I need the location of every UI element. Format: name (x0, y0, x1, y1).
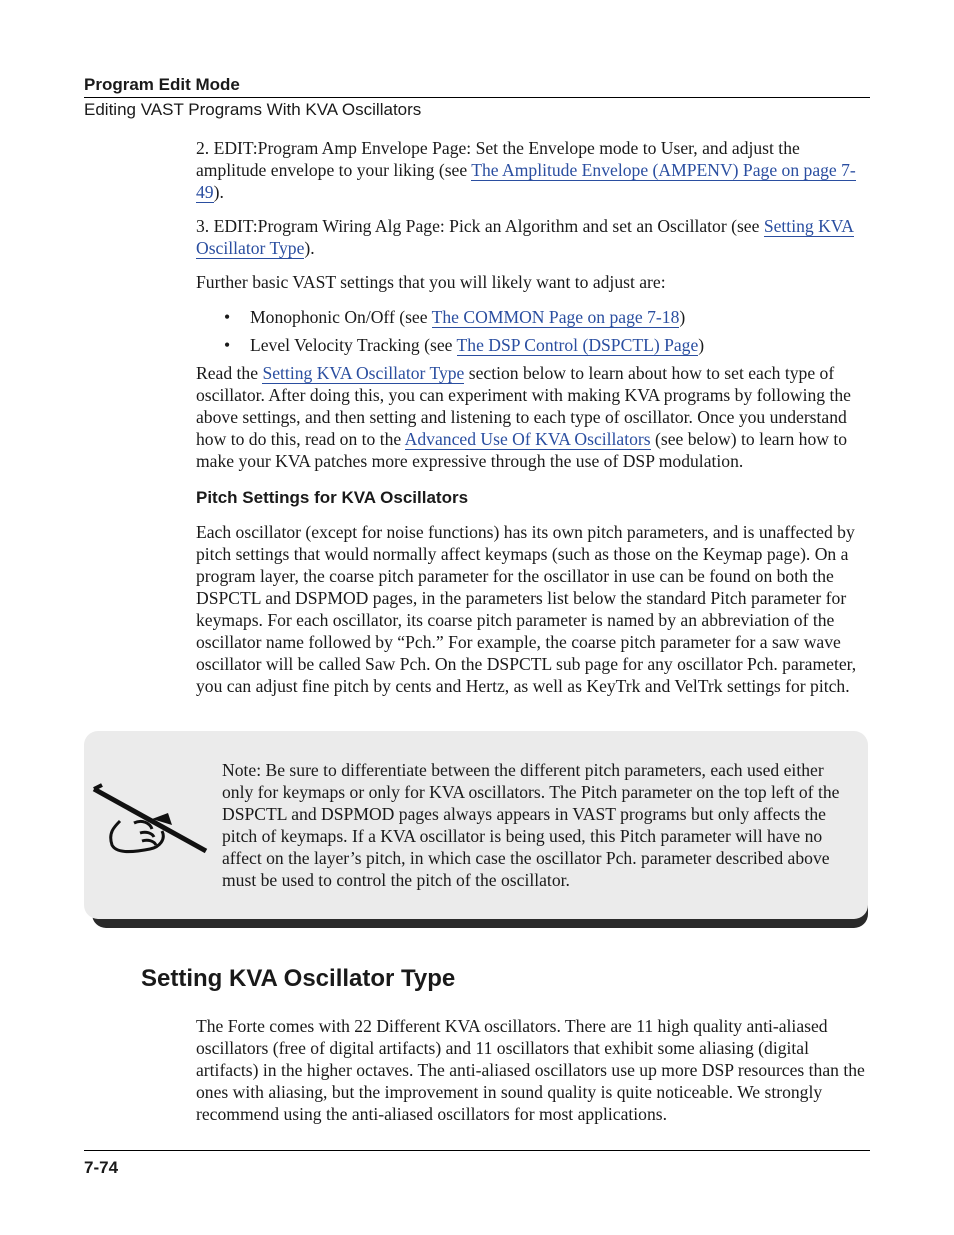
step-2-paragraph (196, 137, 872, 203)
pen-writing-icon (90, 783, 212, 857)
advanced-use-kva-link[interactable]: Advanced Use Of KVA Oscillators (404, 429, 651, 449)
running-header-section: Program Edit Mode (84, 75, 240, 94)
read-text-start: Read the (196, 363, 263, 383)
bullet-dot: • (224, 335, 231, 355)
bullet-text (250, 334, 704, 356)
pitch-settings-heading: Pitch Settings for KVA Oscillators (196, 488, 469, 507)
header-rule (84, 97, 870, 98)
bullet-label: Monophonic On/Off (see (250, 307, 432, 327)
ampenv-page-link[interactable]: The Amplitude Envelope (AMPENV) Page on page 7-49 (196, 160, 856, 202)
read-paragraph (196, 362, 872, 472)
common-page-link[interactable]: The COMMON Page on page 7-18 (431, 307, 680, 327)
setting-kva-paragraph: The Forte comes with 22 Different KVA oscillators. There are 11 high quality anti-aliased oscillators (free of digital artifacts) and 11 oscillators that exhibit some aliasing (digital artifacts) in the higher octaves. The anti-aliased oscillators use up more DSP resources than the ones with aliasing, but the improvement in sound quality is quite noticeable. We strongly recommend using the anti-aliased oscillators for most applications. (196, 1016, 865, 1124)
setting-kva-heading: Setting KVA Oscillator Type (141, 965, 456, 992)
bullet-dot: • (224, 307, 231, 327)
step-3-text: 3. EDIT:Program Wiring Alg Page: Pick an Algorithm and set an Oscillator (see (196, 216, 764, 236)
bullet-close: ) (698, 335, 705, 355)
bullet-close: ) (679, 307, 686, 327)
step-3-paragraph (196, 215, 872, 259)
step-2-close: ). (213, 182, 224, 202)
dspctl-page-link[interactable]: The DSP Control (DSPCTL) Page (456, 335, 699, 355)
footer-rule (84, 1150, 870, 1151)
further-settings-paragraph: Further basic VAST settings that you will likely want to adjust are: (196, 272, 666, 292)
bullet-label: Level Velocity Tracking (see (250, 335, 457, 355)
bullet-text (250, 306, 685, 328)
step-2-text: 2. EDIT:Program Amp Envelope Page: Set the Envelope mode to User, and adjust the amplitude envelope to your liking (see (196, 138, 800, 180)
pitch-settings-paragraph: Each oscillator (except for noise functions) has its own pitch parameters, and is unaffected by pitch settings that would normally affect keymaps (such as those on the Keymap page). On a program layer, the coarse pitch parameter for the oscillator in use can be found on both the DSPCTL and DSPMOD pages, in the parameters list below the standard Pitch parameter for keymaps. For each oscillator, its coarse pitch parameter is named by an abbreviation of the oscillator name followed by “Pch.” For example, the coarse pitch parameter for a saw wave oscillator will be called Saw Pch. On the DSPCTL sub page for any oscillator Pch. parameter, you can adjust fine pitch by cents and Hertz, as well as KeyTrk and VelTrk settings for pitch. (196, 522, 857, 696)
running-header-subsection: Editing VAST Programs With KVA Oscillators (84, 100, 422, 119)
note-text: Note: Be sure to differentiate between the different pitch parameters, each used either only for keymaps or only for KVA oscillators. The Pitch parameter on the top left of the DSPCTL and DSPMOD pages always appears in VAST programs but only affects the pitch of keymaps. If a KVA oscillator is being used, this Pitch parameter will have no affect on the layer’s pitch, in which case the oscillator Pch. parameter described above must be used to control the pitch of the oscillator. (222, 760, 840, 890)
setting-kva-oscillator-type-link[interactable]: Setting KVA Oscillator Type (196, 216, 854, 258)
read-text-end: (see below) to learn how to make your KVA patches more expressive through the use of DSP modulation. (196, 429, 848, 471)
page-number: 7-74 (84, 1158, 119, 1177)
step-3-close: ). (304, 238, 315, 258)
setting-kva-oscillator-type-link[interactable]: Setting KVA Oscillator Type (262, 363, 465, 383)
read-text-mid: section below to learn about how to set each type of oscillator. After doing this, you can experiment with making KVA programs by following the above settings, and then setting and listening to each type of oscillator. Once you understand how to do this, read on to the (196, 363, 851, 449)
